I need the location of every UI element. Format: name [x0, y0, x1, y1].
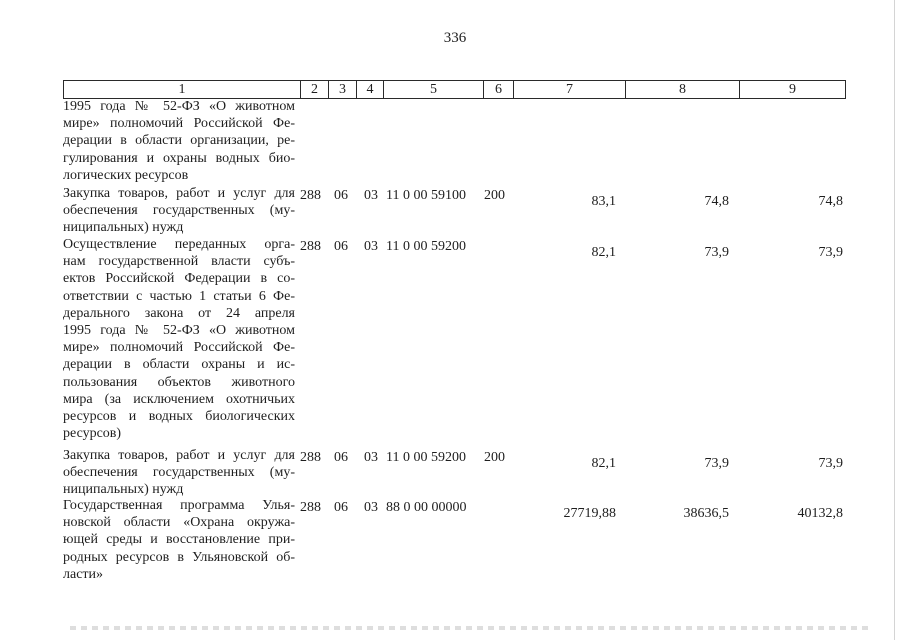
description-line: ресурсов и водных биологических: [63, 409, 295, 425]
cell-c3: 06: [334, 188, 348, 203]
description-line: ответствии с частью 1 статьи 6 Фе-: [63, 288, 295, 304]
description-line: нам государственной власти субъ-: [63, 254, 295, 270]
cell-c7: 83,1: [591, 194, 616, 209]
cell-c9: 73,9: [818, 245, 843, 260]
row-description: [63, 98, 295, 184]
page-number: 336: [443, 30, 467, 46]
cell-c9: 40132,8: [797, 506, 843, 521]
cell-c3: 06: [334, 450, 348, 465]
description-line: дерального закона от 24 апреля: [63, 305, 295, 321]
cell-c5: 11 0 00 59100: [386, 188, 466, 203]
header-col-9: 9: [789, 82, 796, 97]
cell-c2: 288: [300, 450, 321, 465]
cell-c3: 06: [334, 500, 348, 515]
scan-artifact: [70, 626, 870, 630]
header-col-6: 6: [484, 81, 514, 98]
cell-c3: 06: [334, 239, 348, 254]
header-col-8: 8: [626, 81, 740, 98]
cell-c7: 82,1: [591, 456, 616, 471]
description-line: мира (за исключением охотничьих: [63, 391, 295, 407]
cell-c8: 74,8: [704, 194, 729, 209]
description-line: Осуществление переданных орга-: [63, 237, 295, 252]
cell-c5: 88 0 00 00000: [386, 500, 467, 515]
description-line: новской области «Охрана окружа-: [63, 515, 295, 531]
row-description: [63, 497, 295, 583]
cell-c6: 200: [484, 450, 505, 465]
description-line: обеспечения государственных (му-: [63, 203, 295, 219]
description-line: дерации в области организации, ре-: [63, 133, 295, 149]
cell-c6: 200: [484, 188, 505, 203]
description-line: пользования объектов животного: [63, 374, 295, 390]
cell-c2: 288: [300, 188, 321, 203]
cell-c4: 03: [364, 239, 378, 254]
header-col-1: 1: [64, 81, 301, 98]
cell-c4: 03: [364, 500, 378, 515]
cell-c5: 11 0 00 59200: [386, 239, 466, 254]
cell-c2: 288: [300, 500, 321, 515]
description-line: ниципальных) нужд: [63, 482, 184, 498]
description-line: ектов Российской Федерации в со-: [63, 271, 295, 287]
description-line: 1995 года № 52-ФЗ «О животном: [63, 323, 295, 339]
description-line: ресурсов): [63, 426, 122, 442]
description-line: 1995 года № 52-ФЗ «О животном: [63, 99, 295, 114]
description-line: Закупка товаров, работ и услуг для: [63, 186, 295, 201]
description-line: мире» полномочий Российской Фе-: [63, 116, 295, 132]
description-line: обеспечения государственных (му-: [63, 465, 295, 481]
description-line: дерации в области охраны и ис-: [63, 357, 295, 373]
cell-c2: 288: [300, 239, 321, 254]
header-col-2: 2: [301, 81, 329, 98]
description-line: ласти»: [63, 566, 104, 582]
cell-c7: 27719,88: [563, 506, 616, 521]
table-header: [63, 80, 846, 99]
cell-c4: 03: [364, 450, 378, 465]
cell-c8: 38636,5: [683, 506, 729, 521]
cell-c5: 11 0 00 59200: [386, 450, 466, 465]
header-col-5: 5: [384, 81, 484, 98]
cell-c4: 03: [364, 188, 378, 203]
header-col-7: 7: [514, 81, 626, 98]
description-line: ющей среды и восстановление при-: [63, 532, 295, 548]
page-edge: [894, 0, 895, 640]
row-description: [63, 447, 295, 499]
header-col-3: 3: [329, 81, 357, 98]
cell-c8: 73,9: [704, 245, 729, 260]
header-col-4: 4: [357, 81, 384, 98]
description-line: мире» полномочий Российской Фе-: [63, 340, 295, 356]
cell-c8: 73,9: [704, 456, 729, 471]
description-line: гулирования и охраны водных био-: [63, 150, 295, 166]
description-line: Закупка товаров, работ и услуг для: [63, 448, 295, 463]
description-line: логических ресурсов: [63, 167, 189, 183]
description-line: родных ресурсов в Ульяновской об-: [63, 549, 295, 565]
cell-c7: 82,1: [591, 245, 616, 260]
row-description: [63, 236, 295, 442]
description-line: Государственная программа Улья-: [63, 498, 295, 513]
description-line: ниципальных) нужд: [63, 220, 184, 236]
cell-c9: 74,8: [818, 194, 843, 209]
cell-c9: 73,9: [818, 456, 843, 471]
row-description: [63, 185, 295, 237]
